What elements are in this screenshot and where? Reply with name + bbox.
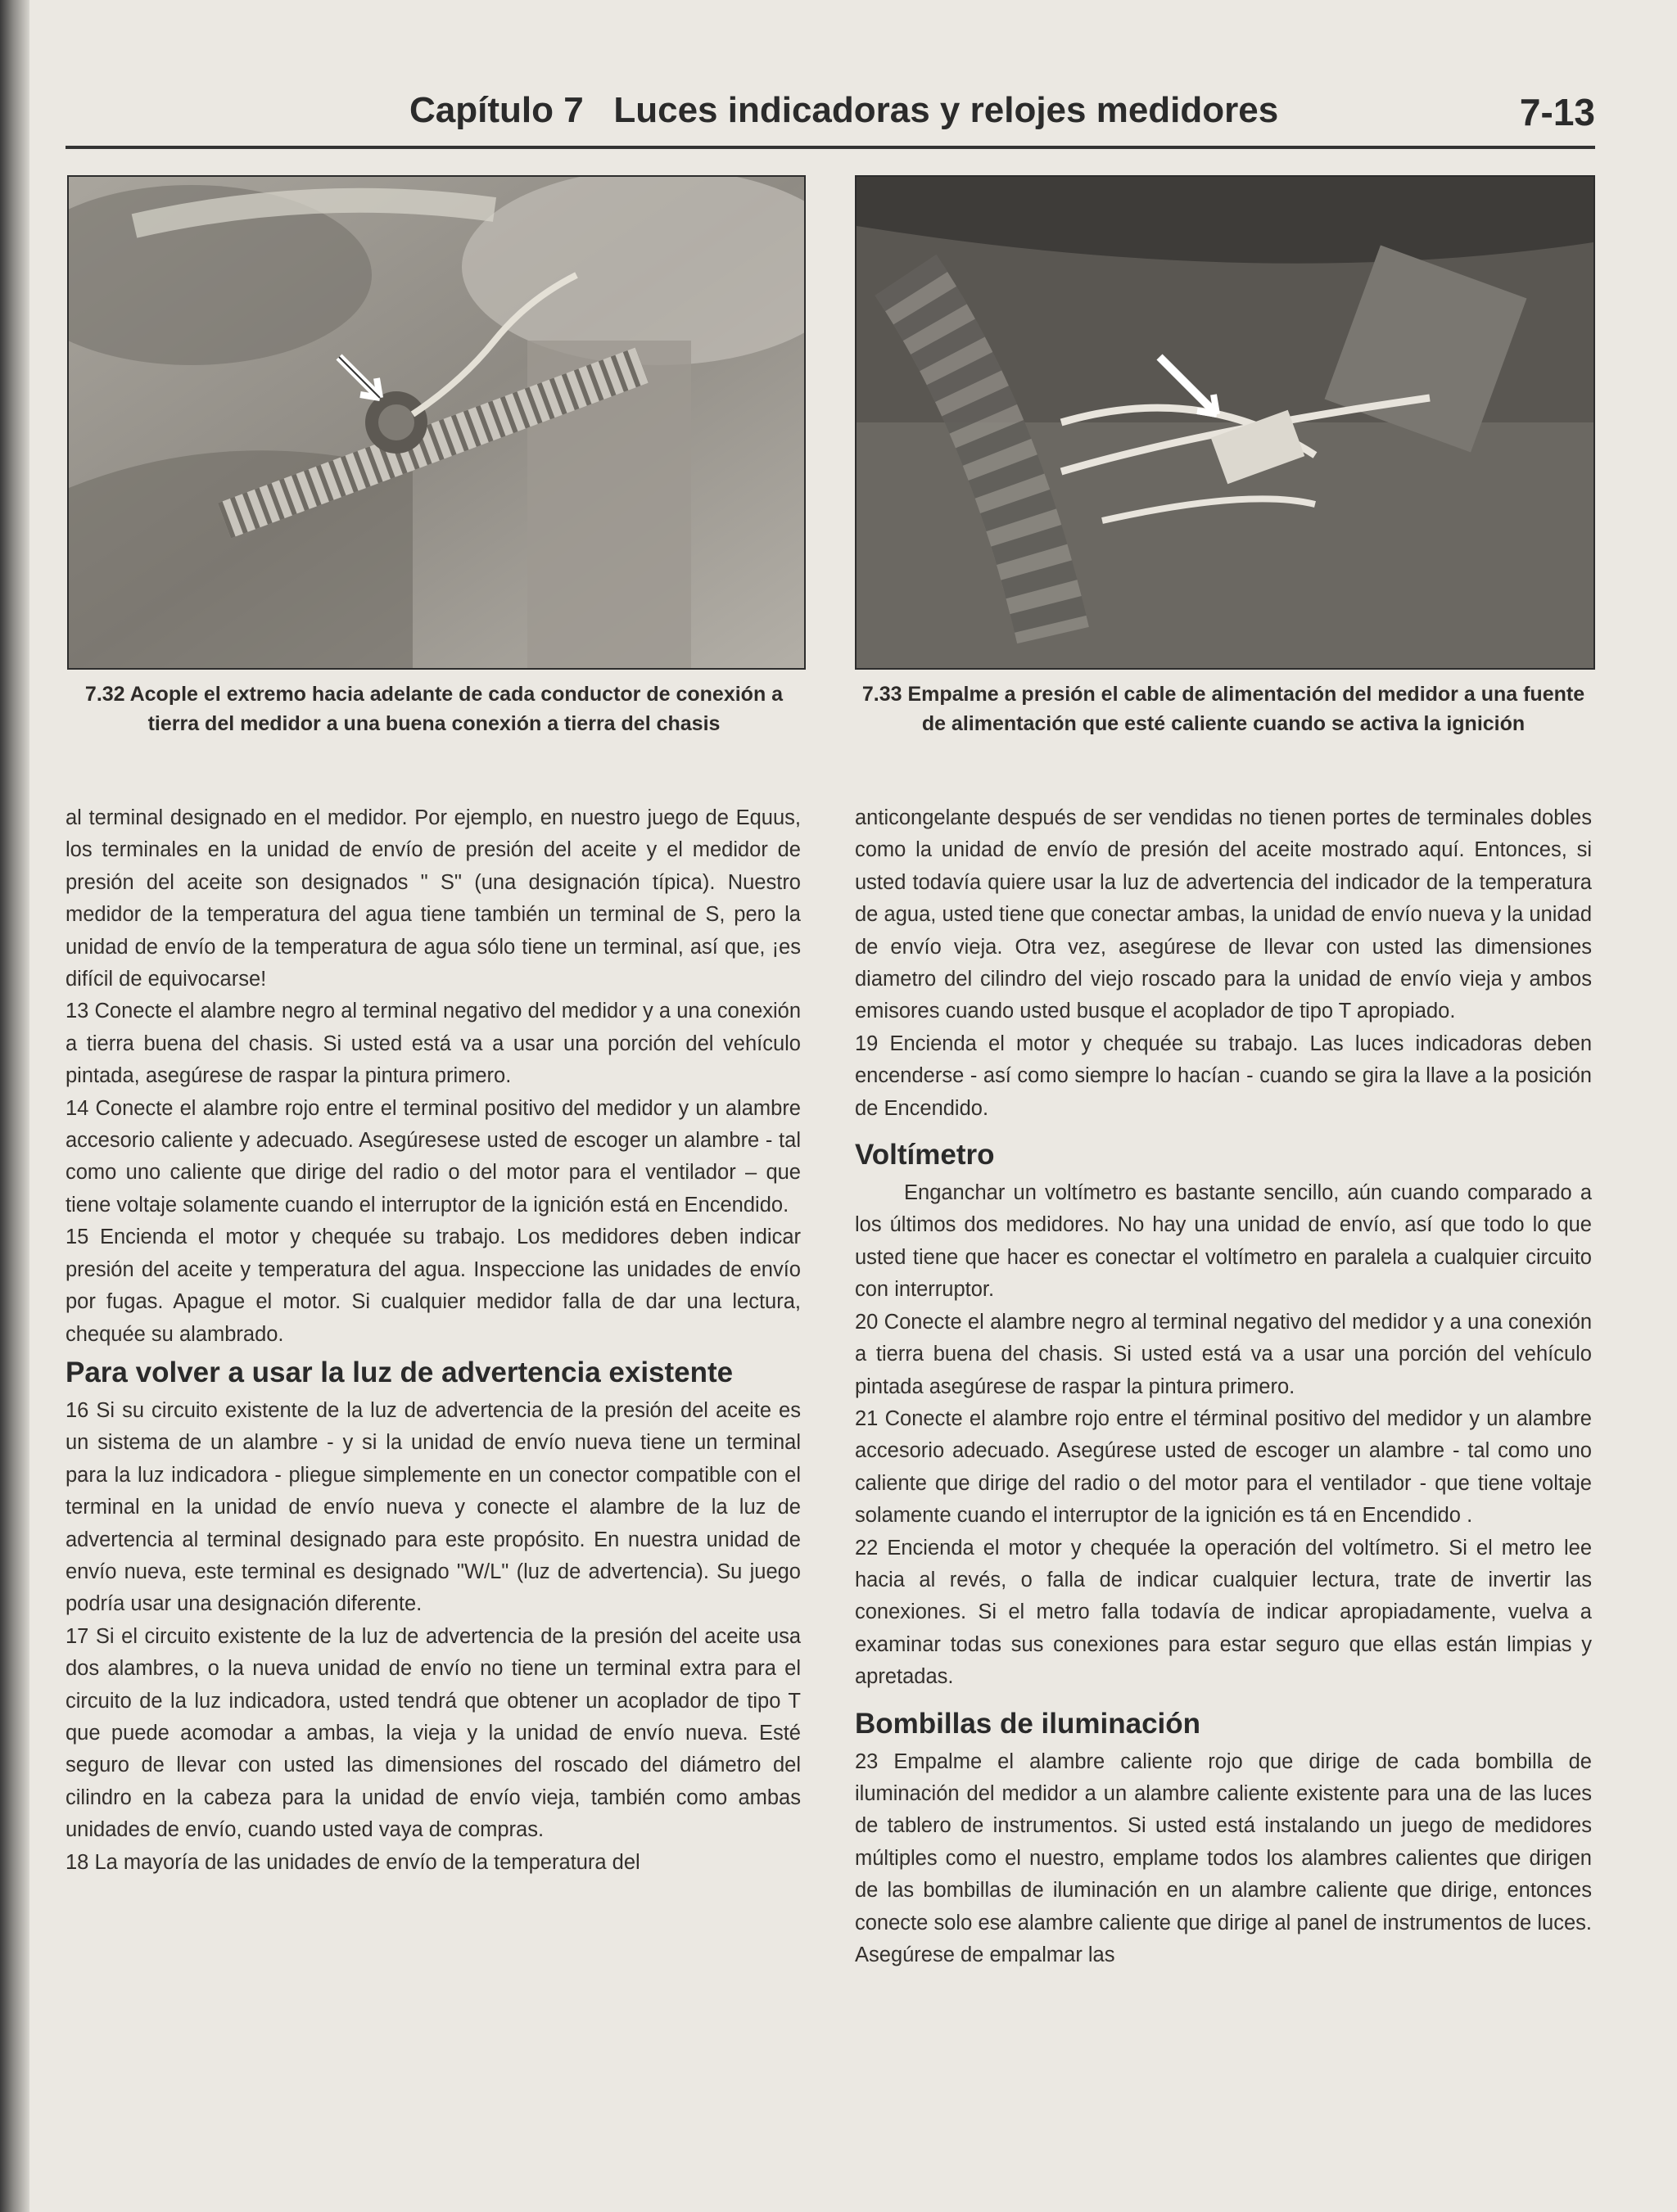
chapter-title: Capítulo 7 Luces indicadoras y relojes medidores [409,90,1279,130]
paragraph-voltmeter-intro: Enganchar un voltímetro es bastante sencillo, aún cuando comparado a los últimos dos medidores. No hay una unidad de envío, así que todo lo que usted tiene que hacer es conectar el voltímetro en paralela a cualquier circuito con interruptor. [855,1181,1592,1302]
right-column [855,802,1592,1971]
paragraph-18: 18 La mayoría de las unidades de envío de la temperatura del [66,1850,640,1874]
figure-7-32-caption: 7.32 Acople el extremo hacia adelante de cada conductor de conexión a tierra del medidor a una buena conexión a tierra del chasis [84,683,784,735]
engine-ground-photo [69,177,804,668]
paragraph-16: 16 Si su circuito existente de la luz de advertencia de la presión del aceite es un sistema de un alambre - y si la unidad de envío nueva tiene un terminal para la luz indicadora - pliegue simplemente en un conector compatible con el terminal en la unidad de envío nueva y conecte el alambre de la luz de advertencia al terminal designado para este propósito. En nuestra unidad de envío nueva, este terminal es designado "W/L" (luz de advertencia). Su juego podría usar una designación diferente. [66,1398,801,1616]
paragraph-23: 23 Empalme el alambre caliente rojo que dirige de cada bombilla de iluminación del medidor a un alambre caliente existente para una de las luces de tablero de instrumentos. Si usted está instalando un juego de medidores múltiples como el nuestro, emplame todos los alambres calientes que dirigen de las bombillas de iluminación en un alambre caliente que dirige, entonces conecte solo ese alambre caliente que dirige al panel de instrumentos de luces. Asegúrese de empalmar las [855,1749,1592,1966]
paragraph-13: 13 Conecte el alambre negro al terminal negativo del medidor y a una conexión a tierra buena del chasis. Si usted está va a usar una porción del vehículo pintada, asegúrese de raspar la pintura primero. [66,1000,801,1088]
paragraph-continuation: al terminal designado en el medidor. Por ejemplo, en nuestro juego de Equus, los terminales en la unidad de envío de presión del aceite y el medidor de presión del aceite son designados " S" (una designación típica). Nuestro medidor de la temperatura del agua tiene también un terminal de S, pero la unidad de envío de la temperatura de agua sólo tiene un terminal, así que, ¡es difícil de equivocarse! [66,806,801,991]
paragraph-15: 15 Encienda el motor y chequée su trabajo. Los medidores deben indicar presión del aceite y temperatura del agua. Inspeccione las unidades de envío por fugas. Apague el motor. Si cualquier medidor falla de dar una lectura, chequée su alambrado. [66,1226,801,1346]
wire-splice-photo [857,177,1593,668]
paragraph-19: 19 Encienda el motor y chequée su trabajo. Las luces indicadoras deben encenderse - así como siempre lo hacían - cuando se gira la llave a la posición de Encendido. [855,1032,1592,1120]
section-heading-bulbs: Bombillas de iluminación [855,1707,1201,1740]
section-heading-warning-light: Para volver a usar la luz de advertencia existente [66,1356,734,1388]
book-binding-shadow [0,0,29,2212]
page-number: 7-13 [1519,91,1595,133]
paragraph-14: 14 Conecte el alambre rojo entre el terminal positivo del medidor y un alambre accesorio caliente y adecuado. Asegúresese usted de escoger un alambre - tal como uno caliente que dirige del radio o del motor para el ventilador – que tiene voltaje solamente cuando el interruptor de la ignición está en Encendido. [66,1096,801,1217]
paragraph-20: 20 Conecte el alambre negro al terminal negativo del medidor y a una conexión a tierra buena del chasis. Si usted está va a usar una porción del vehículo pintada asegúrese de raspar la pintura primero. [855,1310,1592,1398]
paragraph-17: 17 Si el circuito existente de la luz de advertencia de la presión del aceite usa dos alambres, o la nueva unidad de envío no tiene un terminal extra para el circuito de la luz indicadora, usted tendrá que obtener un acoplador de tipo T que puede acomodar a ambas, la vieja y la unidad de envío nueva. Esté seguro de llevar con usted las dimensiones del roscado del diámetro del cilindro en la cabeza para la unidad de envío vieja, también como ambas unidades de envío, cuando usted vaya de compras. [66,1624,801,1842]
header-rule [66,146,1595,149]
paragraph-22: 22 Encienda el motor y chequée la operación del voltímetro. Si el metro lee hacia al revés, o falla de indicar cualquier lectura, trate de invertir las conexiones. Si el metro falla todavía de indicar apropiadamente, vuelva a examinar todas sus conexiones para estar seguro que ellas están limpias y apretadas. [855,1536,1592,1689]
paragraph-continuation: anticongelante después de ser vendidas no tienen portes de terminales dobles como la unidad de envío de presión del aceite mostrado aquí. Entonces, si usted todavía quiere usar la luz de advertencia del indicador de la temperatura de agua, usted tiene que conectar ambas, la unidad de envío nueva y la unidad de envío vieja. Otra vez, asegúrese de llevar con usted las dimensiones diametro del cilindro del viejo roscado para la unidad de envío vieja y ambos emisores cuando usted busque el acoplador de tipo T apropiado. [855,806,1592,1023]
section-heading-voltmeter: Voltímetro [855,1139,995,1171]
figure-7-33-caption: 7.33 Empalme a presión el cable de alimentación del medidor a una fuente de alimentación que esté caliente cuando se activa la ignición [861,683,1585,735]
left-column [66,802,801,1879]
paragraph-21: 21 Conecte el alambre rojo entre el términal positivo del medidor y un alambre accesorio adecuado. Asegúrese usted de escoger un alambre - tal como uno caliente que dirige del radio o del motor para el ventilador - que tiene voltaje solamente cuando el interruptor de la ignición es tá en Encendido . [855,1406,1592,1528]
page-header [66,90,1595,142]
figure-7-33-photo [855,175,1595,670]
figure-7-32-photo [67,175,806,670]
